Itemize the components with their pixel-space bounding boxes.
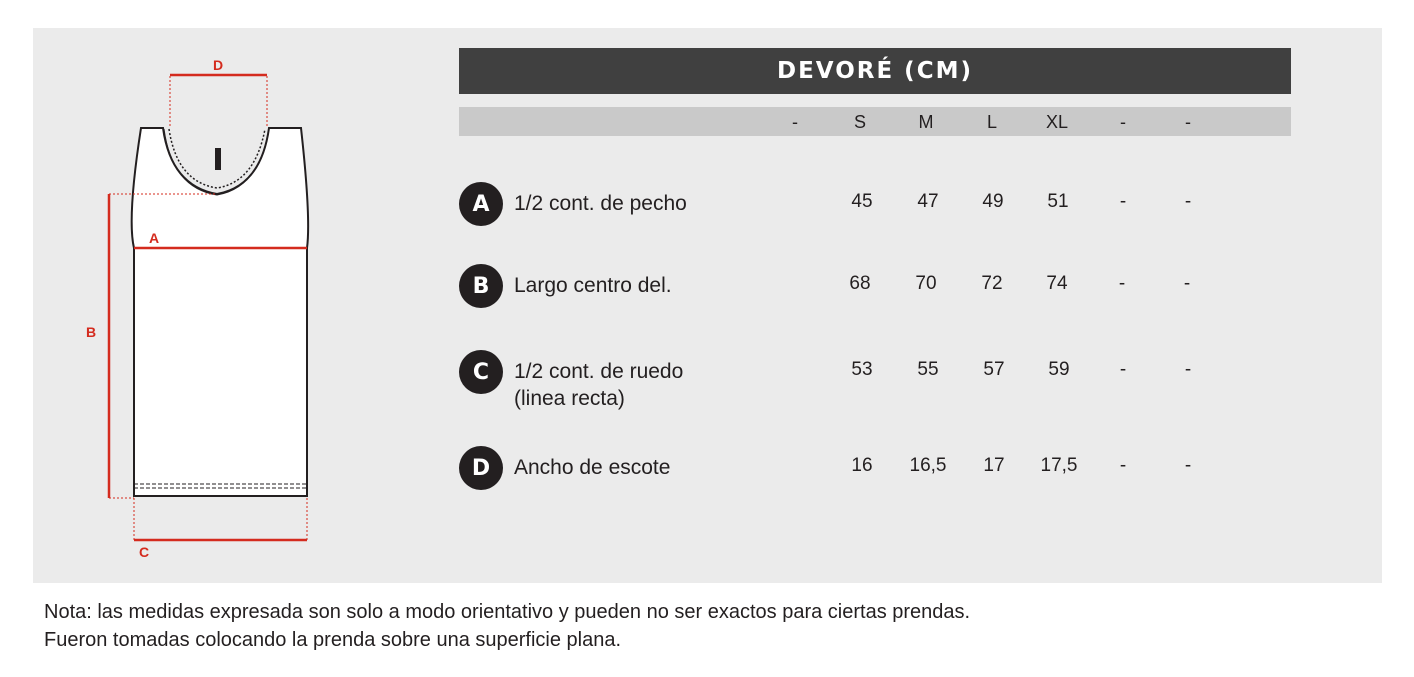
- row-badge-c: C: [459, 350, 503, 394]
- table-cell: -: [1118, 273, 1126, 294]
- table-cell: 47: [917, 191, 939, 212]
- table-cell: 72: [981, 273, 1003, 294]
- table-cell: 57: [983, 359, 1005, 380]
- table-cell: -: [1184, 455, 1192, 476]
- table-cell: 17: [983, 455, 1005, 476]
- table-cell: -: [1184, 359, 1192, 380]
- row-badge-d: D: [459, 446, 503, 490]
- table-cell: 53: [851, 359, 873, 380]
- table-cell: 70: [915, 273, 937, 294]
- table-cell: 17,5: [1040, 455, 1078, 476]
- table-cell: 68: [849, 273, 871, 294]
- diagram-label-a: A: [149, 230, 160, 246]
- table-cell: 45: [851, 191, 873, 212]
- diagram-label-b: B: [86, 324, 97, 340]
- row-label: 1/2 cont. de pecho: [514, 192, 687, 215]
- table-cell: 49: [982, 191, 1004, 212]
- table-title: DEVORÉ (CM): [459, 48, 1291, 94]
- table-cell: -: [1119, 455, 1127, 476]
- size-guide-panel: [33, 28, 1382, 583]
- size-header: XL: [1045, 112, 1069, 132]
- size-header: M: [918, 112, 934, 132]
- table-cell: -: [1184, 191, 1192, 212]
- row-label: [514, 358, 683, 412]
- table-cell: -: [1183, 273, 1191, 294]
- table-row: [459, 264, 1291, 324]
- row-label: Largo centro del.: [514, 274, 672, 297]
- table-cell: 16: [851, 455, 873, 476]
- row-badge-b: B: [459, 264, 503, 308]
- size-header: -: [1185, 112, 1191, 132]
- size-header-bar: [459, 107, 1291, 136]
- table-cell: 59: [1048, 359, 1070, 380]
- table-row: [459, 182, 1291, 242]
- size-header: -: [792, 112, 798, 132]
- tank-top-diagram: [33, 28, 453, 583]
- table-cell: -: [1119, 359, 1127, 380]
- table-cell: 16,5: [909, 455, 947, 476]
- table-cell: -: [1119, 191, 1127, 212]
- note-line-2: Fueron tomadas colocando la prenda sobre una superficie plana.: [44, 629, 622, 651]
- row-label-line: (linea recta): [514, 387, 625, 410]
- size-header: -: [1120, 112, 1126, 132]
- row-label-line: 1/2 cont. de ruedo: [514, 360, 684, 383]
- label-tag: [215, 148, 221, 170]
- table-cell: 55: [917, 359, 939, 380]
- row-badge-a: A: [459, 182, 503, 226]
- table-row: [459, 446, 1291, 506]
- table-cell: 74: [1046, 273, 1068, 294]
- size-header: S: [853, 112, 866, 132]
- table-row: [459, 350, 1291, 430]
- size-header: L: [986, 112, 997, 132]
- row-label: Ancho de escote: [514, 456, 671, 479]
- note-line-1: Nota: las medidas expresada son solo a modo orientativo y pueden no ser exactos para ciertas prendas.: [44, 601, 971, 623]
- diagram-label-d: D: [213, 57, 224, 73]
- diagram-label-c: C: [139, 544, 150, 560]
- tank-top-outline: [132, 128, 308, 496]
- table-cell: 51: [1047, 191, 1069, 212]
